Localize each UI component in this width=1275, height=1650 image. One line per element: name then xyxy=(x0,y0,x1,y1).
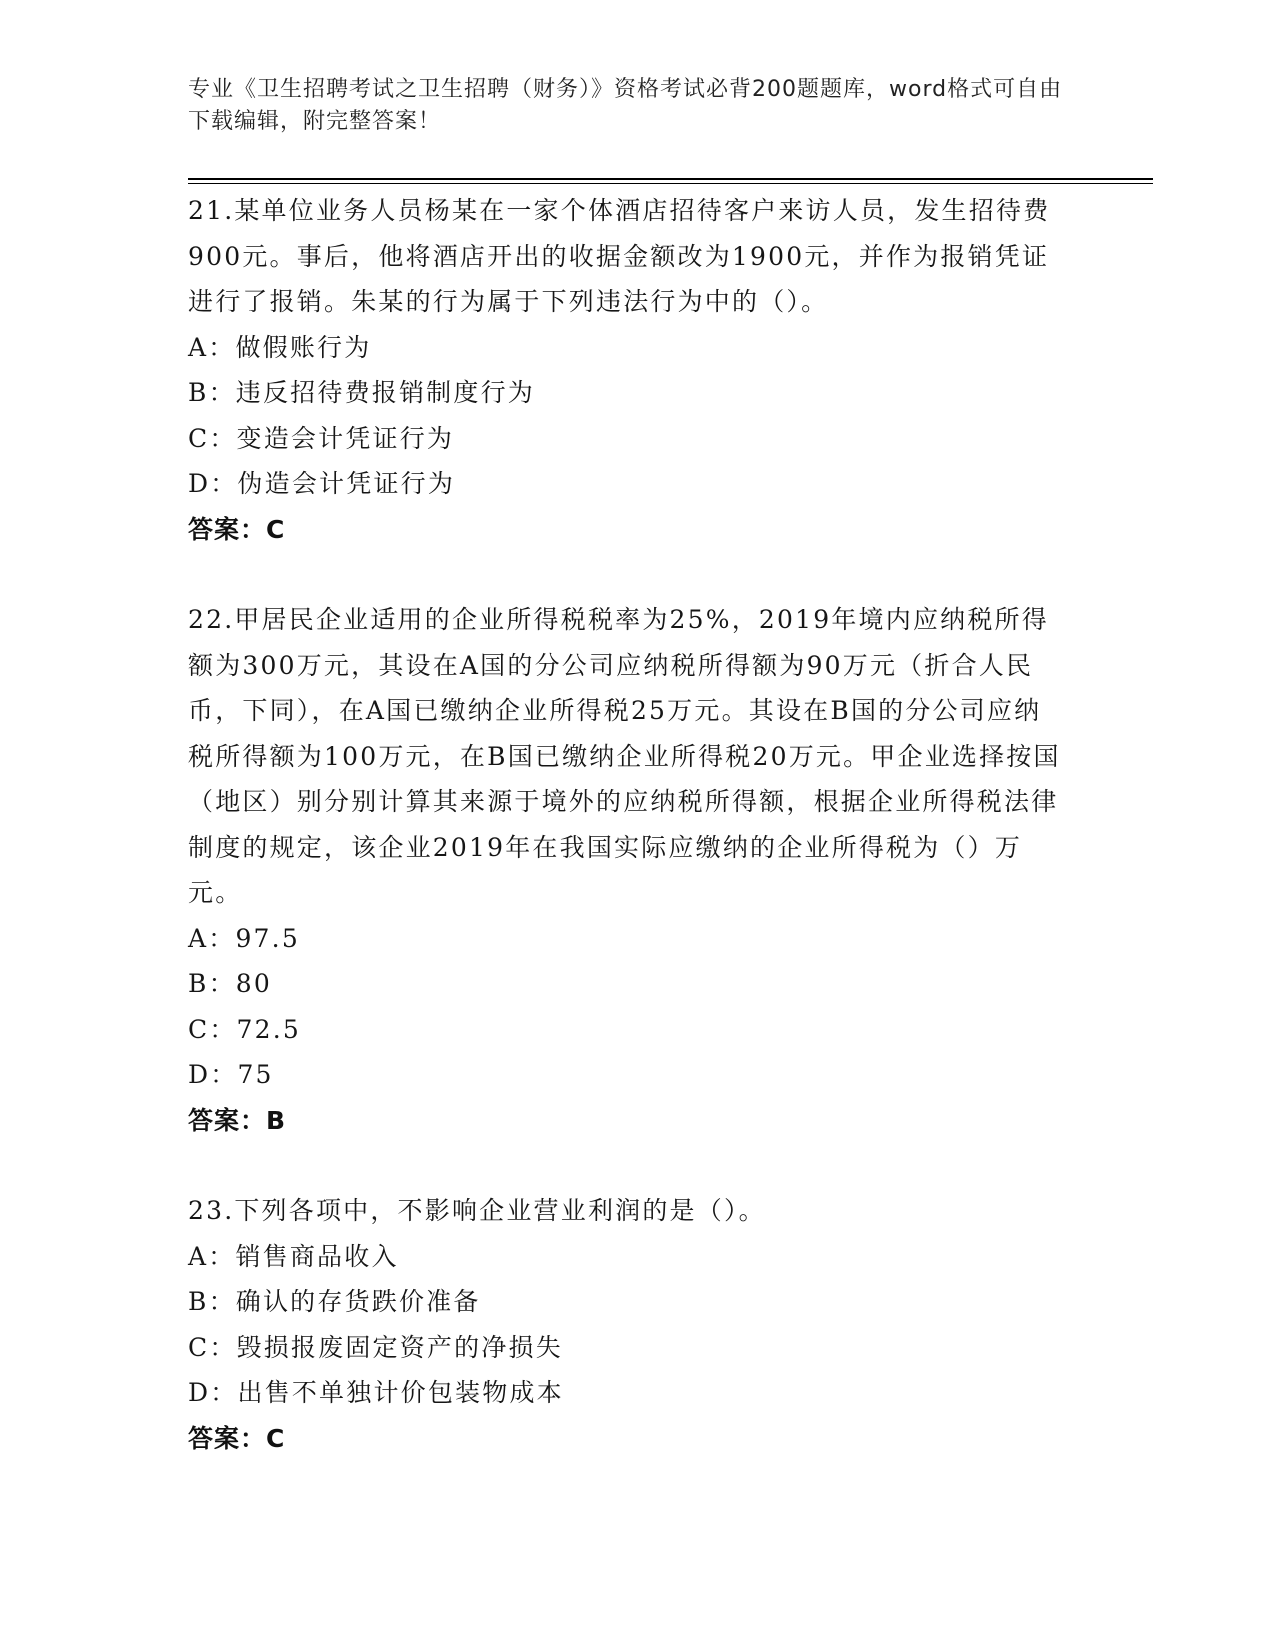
question-stem: 22.甲居民企业适用的企业所得税税率为25%，2019年境内应纳税所得额为300万元，其设在A国的分公司应纳税所得额为90万元（折合人民币，下同），在A国已缴纳企业所得税25万元。其设在B国的分公司应纳税所得额为100万元，在B国已缴纳企业所得税20万元。甲企业选择按国（地区）别分别计算其来源于境外的应纳税所得额，根据企业所得税法律制度的规定，该企业2019年在我国实际应缴纳的企业所得税为（）万元。 xyxy=(188,605,1061,907)
answer-line: 答案：C xyxy=(188,514,286,544)
option-d: D：伪造会计凭证行为 xyxy=(188,469,456,498)
option-d: D：75 xyxy=(188,1060,274,1089)
option-b: B：违反招待费报销制度行为 xyxy=(188,378,535,407)
answer-line: 答案：B xyxy=(188,1105,287,1135)
option-a: A：97.5 xyxy=(188,923,300,953)
option-a: A：销售商品收入 xyxy=(188,1241,399,1271)
question-22 xyxy=(188,597,1068,1143)
option-c: C：72.5 xyxy=(188,1014,301,1044)
option-d: D：出售不单独计价包装物成本 xyxy=(188,1378,564,1407)
header-divider-thick xyxy=(188,178,1153,180)
question-list xyxy=(188,188,1068,1461)
document-header: 专业《卫生招聘考试之卫生招聘（财务）》资格考试必背200题题库，word格式可自由下载编辑，附完整答案！ xyxy=(188,77,1063,134)
option-a: A：做假账行为 xyxy=(188,332,372,362)
question-spacer xyxy=(188,1143,1068,1188)
question-spacer xyxy=(188,552,1068,597)
option-c: C：变造会计凭证行为 xyxy=(188,423,455,453)
question-stem: 23.下列各项中，不影响企业营业利润的是（）。 xyxy=(188,1196,766,1225)
answer-line: 答案：C xyxy=(188,1423,286,1453)
option-c: C：毁损报废固定资产的净损失 xyxy=(188,1332,563,1362)
question-stem: 21.某单位业务人员杨某在一家个体酒店招待客户来访人员，发生招待费900元。事后，他将酒店开出的收据金额改为1900元，并作为报销凭证进行了报销。朱某的行为属于下列违法行为中的（）。 xyxy=(188,196,1051,316)
header-divider-thin xyxy=(188,183,1153,184)
question-21 xyxy=(188,188,1068,552)
option-b: B：80 xyxy=(188,969,272,998)
option-b: B：确认的存货跌价准备 xyxy=(188,1287,481,1316)
question-23 xyxy=(188,1188,1068,1461)
